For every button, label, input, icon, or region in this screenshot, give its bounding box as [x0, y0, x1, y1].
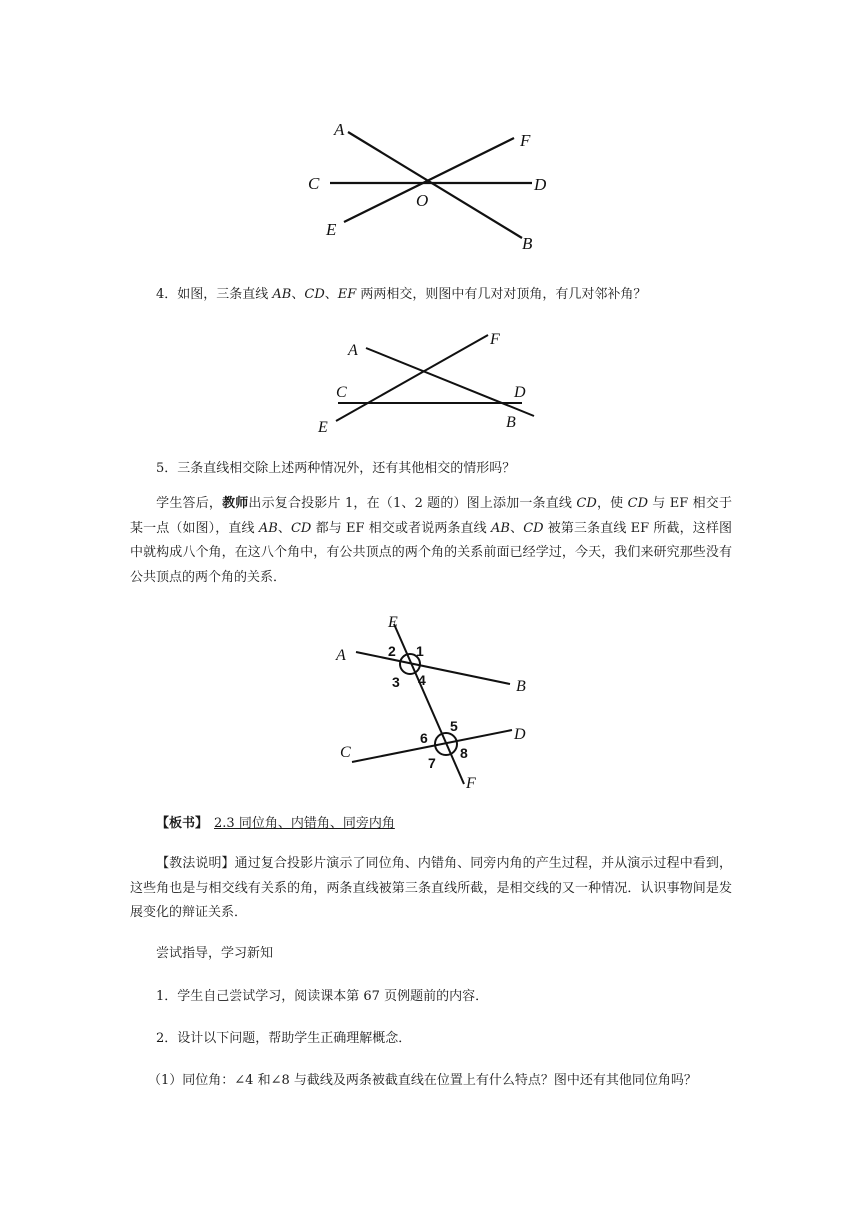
label-b: B	[516, 678, 526, 695]
angle-7: 7	[428, 755, 436, 771]
label-c: C	[340, 744, 351, 761]
label-e: E	[326, 220, 337, 239]
line-ef	[344, 138, 514, 222]
label-f: F	[490, 331, 500, 348]
question-5: 5．三条直线相交除上述两种情况外，还有其他相交的情形吗？	[156, 461, 516, 476]
angle-1: 1	[416, 643, 424, 659]
label-o: O	[416, 191, 429, 210]
label-a: A	[348, 342, 358, 359]
label-f: F	[520, 131, 531, 150]
figure-1-intersecting-lines	[300, 110, 560, 260]
intro-paragraph: 学生答后，教师出示复合投影片 1，在（1、2 题的）图上添加一条直线 CD，使 CD 与 EF 相交于某一点（如图），直线 AB、CD 都与 EF 相交或者说两条直线 AB、CD 被第三条直线 EF 所截，这样图中就构成八个角，在这八个角中，有公共顶点的两个角的关系前面已经学过，今天，我们来研究那些没有公共顶点的两个角的关系．	[130, 496, 732, 585]
line-ef	[336, 335, 488, 421]
angle-3: 3	[392, 674, 400, 690]
label-b: B	[522, 234, 533, 253]
board-title: 2.3 同位角、内错角、同旁内角	[214, 816, 395, 831]
figure-2-pairwise-intersecting	[310, 325, 550, 440]
question-corresponding-angles: （1）同位角：∠4 和∠8 与截线及两条被截直线在位置上有什么特点？图中还有其他同位角吗？	[148, 1073, 697, 1088]
label-b: B	[506, 414, 516, 431]
angle-5: 5	[450, 718, 458, 734]
label-a: A	[334, 120, 345, 139]
label-c: C	[308, 174, 320, 193]
angle-2: 2	[388, 643, 396, 659]
label-f: F	[466, 775, 476, 792]
method-paragraph: 【教法说明】通过复合投影片演示了同位角、内错角、同旁内角的产生过程，并从演示过程中看到，这些角也是与相交线有关系的角，两条直线被第三条直线所截，是相交线的又一种情况．认识事物间是发展变化的辩证关系．	[130, 856, 732, 920]
step-2: 2．设计以下问题，帮助学生正确理解概念．	[156, 1031, 412, 1046]
label-d: D	[534, 175, 547, 194]
figure-3-transversal-angles	[330, 612, 550, 792]
question-4: 4．如图，三条直线 AB、CD、EF 两两相交，则图中有几对对顶角，有几对邻补角？	[156, 287, 647, 302]
label-e: E	[388, 614, 398, 631]
board-note: 【板书】 2.3 同位角、内错角、同旁内角	[156, 816, 395, 831]
label-d: D	[514, 726, 526, 743]
label-c: C	[336, 384, 347, 401]
label-d: D	[514, 384, 526, 401]
angle-4: 4	[418, 672, 426, 688]
label-a: A	[336, 647, 346, 664]
angle-8: 8	[460, 745, 468, 761]
angle-6: 6	[420, 730, 428, 746]
guide-heading: 尝试指导，学习新知	[156, 946, 274, 961]
step-1: 1．学生自己尝试学习，阅读课本第 67 页例题前的内容．	[156, 989, 489, 1004]
label-e: E	[318, 419, 328, 436]
line-ab	[356, 652, 510, 684]
line-ab	[366, 348, 534, 416]
